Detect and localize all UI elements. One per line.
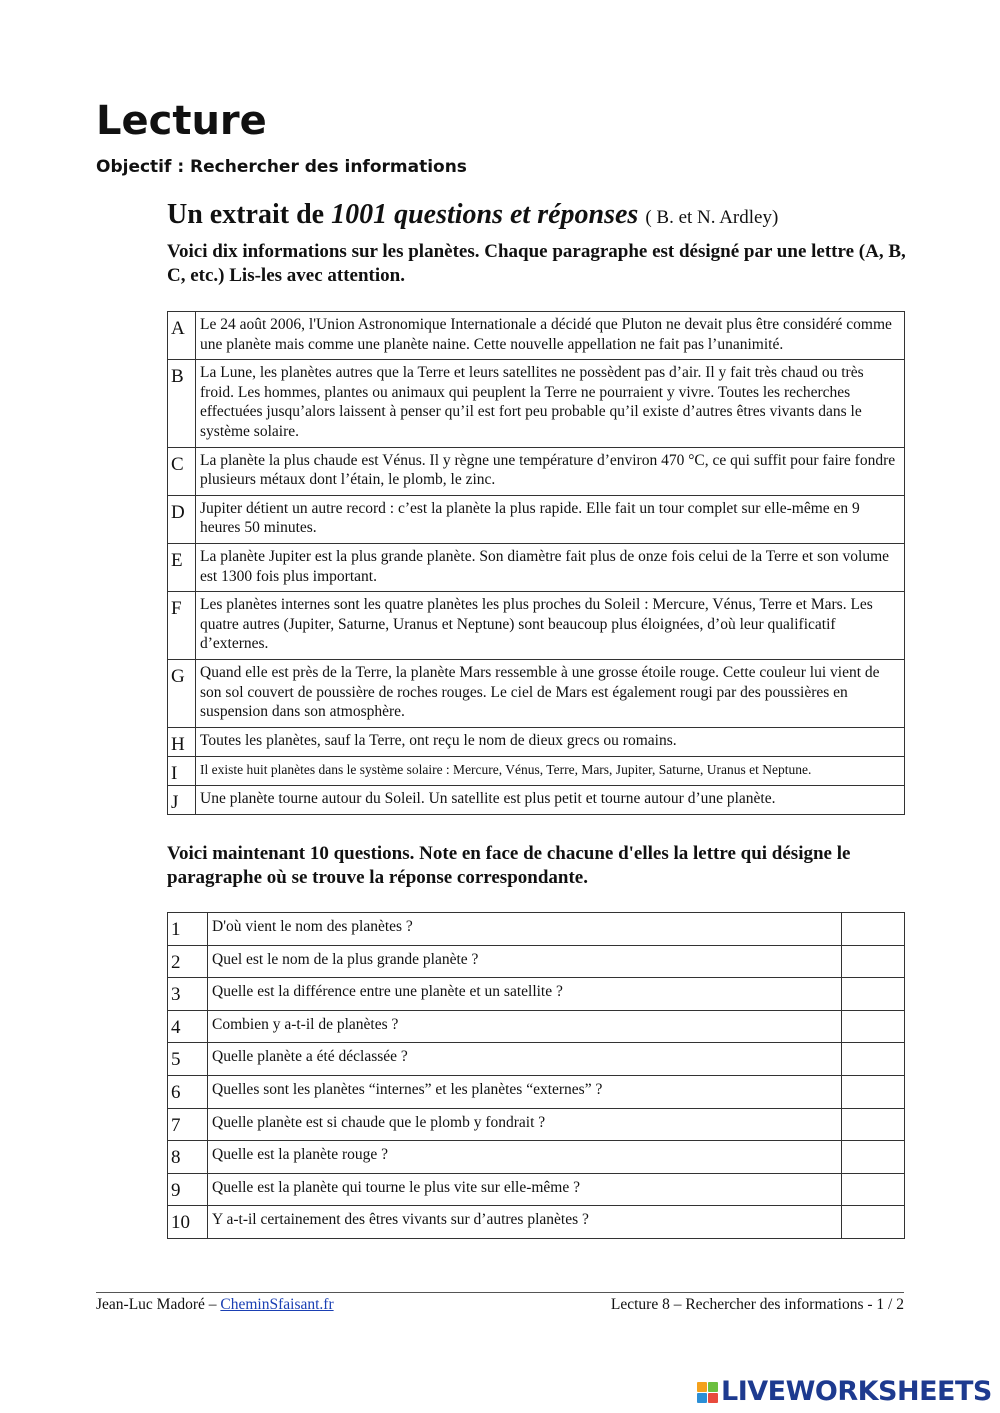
question-text: D'où vient le nom des planètes ? [208,913,842,946]
source-authors: ( B. et N. Ardley) [645,207,779,228]
answer-cell[interactable] [842,1075,905,1108]
question-number: 2 [168,945,208,978]
answer-cell[interactable] [842,1108,905,1141]
footer-author [96,1295,334,1315]
question-row [168,1108,905,1141]
paragraph-row [168,592,905,660]
paragraphs-table [167,311,905,815]
footer-divider [96,1292,904,1293]
question-row [168,1010,905,1043]
paragraph-letter: D [168,495,196,543]
paragraph-text: La planète Jupiter est la plus grande planète. Son diamètre fait plus de onze fois celui de la Terre et son volume est 1300 fois plus important. [196,543,905,591]
paragraph-text: Jupiter détient un autre record : c’est la planète la plus rapide. Elle fait un tour complet sur elle-même en 9 heures 50 minutes. [196,495,905,543]
question-text: Y a-t-il certainement des êtres vivants sur d’autres planètes ? [208,1206,842,1239]
answer-cell[interactable] [842,913,905,946]
paragraph-text: Les planètes internes sont les quatre planètes les plus proches du Soleil : Mercure, Vénus, Terre et Mars. Les quatre autres (Jupiter, Saturne, Uranus et Neptune) sont beaucoup plus éloignées, d’où leur qualificatif d’externes. [196,592,905,660]
paragraph-row [168,495,905,543]
question-number: 10 [168,1206,208,1239]
question-row [168,1075,905,1108]
answer-cell[interactable] [842,1173,905,1206]
question-row [168,1206,905,1239]
watermark-text: LIVEWORKSHEETS [721,1376,992,1407]
paragraph-row [168,659,905,727]
paragraph-text: Toutes les planètes, sauf la Terre, ont reçu le nom de dieux grecs ou romains. [196,727,905,756]
paragraph-text: Le 24 août 2006, l'Union Astronomique Internationale a décidé que Pluton ne devait plus être considéré comme une planète mais comme une planète naine. Cette nouvelle appellation ne fait pas l’unanimité. [196,312,905,360]
footer-author-name: Jean-Luc Madoré – [96,1296,221,1313]
question-text: Quelle est la planète rouge ? [208,1141,842,1174]
paragraph-text: La Lune, les planètes autres que la Terre et leurs satellites ne possèdent pas d’air. Il y fait très chaud ou très froid. Les hommes, plantes ou animaux qui peuplent la Terre ne pourraient y vivre. Toutes les recherches effectuées jusqu’alors laissent à penser qu’il est fort peu probable qu’il existe d’autres êtres vivants dans le système solaire. [196,360,905,447]
source-prefix: Un extrait de [167,199,332,230]
question-number: 9 [168,1173,208,1206]
paragraph-row [168,447,905,495]
question-row [168,1043,905,1076]
paragraph-row [168,785,905,814]
liveworksheets-logo-icon [697,1382,718,1403]
instructions-questions: Voici maintenant 10 questions. Note en face de chacune d'elles la lettre qui désigne le paragraphe où se trouve la réponse correspondante. [167,843,851,888]
paragraph-letter: I [168,756,196,785]
answer-cell[interactable] [842,1141,905,1174]
question-number: 1 [168,913,208,946]
paragraph-row [168,360,905,447]
question-number: 3 [168,978,208,1011]
paragraph-letter: G [168,659,196,727]
page-title: Lecture [96,98,267,144]
paragraph-letter: F [168,592,196,660]
answer-cell[interactable] [842,978,905,1011]
source-book-title: 1001 questions et réponses [331,199,639,230]
question-row [168,913,905,946]
paragraph-text: Quand elle est près de la Terre, la planète Mars ressemble à une grosse étoile rouge. Cette couleur lui vient de son sol couvert de poussière de roches rouges. Le ciel de Mars est également rougi par des poussières en suspension dans son atmosphère. [196,659,905,727]
paragraph-text: Une planète tourne autour du Soleil. Un satellite est plus petit et tourne autour d’une planète. [196,785,905,814]
question-text: Quelle est la planète qui tourne le plus vite sur elle-même ? [208,1173,842,1206]
question-row [168,945,905,978]
answer-cell[interactable] [842,1043,905,1076]
answer-cell[interactable] [842,1206,905,1239]
liveworksheets-watermark [697,1376,992,1408]
paragraph-letter: B [168,360,196,447]
paragraph-row [168,543,905,591]
question-text: Quel est le nom de la plus grande planète ? [208,945,842,978]
objective: Objectif : Rechercher des informations [96,157,467,177]
question-row [168,978,905,1011]
question-row [168,1173,905,1206]
source-heading [167,196,778,237]
question-text: Quelle planète est si chaude que le plomb y fondrait ? [208,1108,842,1141]
paragraph-letter: A [168,312,196,360]
question-text: Quelle planète a été déclassée ? [208,1043,842,1076]
footer-site-link[interactable]: CheminSfaisant.fr [220,1296,334,1313]
question-text: Combien y a-t-il de planètes ? [208,1010,842,1043]
paragraph-letter: E [168,543,196,591]
paragraph-row [168,312,905,360]
paragraph-row [168,756,905,785]
questions-table [167,912,905,1239]
instructions-paragraphs: Voici dix informations sur les planètes. Chaque paragraphe est désigné par une lettre (A, B, C, etc.) Lis-les avec attention. [167,241,906,286]
footer-page-info: Lecture 8 – Rechercher des informations - 1 / 2 [610,1296,904,1313]
paragraph-letter: J [168,785,196,814]
answer-cell[interactable] [842,945,905,978]
paragraph-letter: H [168,727,196,756]
question-number: 8 [168,1141,208,1174]
question-number: 7 [168,1108,208,1141]
question-text: Quelles sont les planètes “internes” et les planètes “externes” ? [208,1075,842,1108]
question-number: 6 [168,1075,208,1108]
question-row [168,1141,905,1174]
question-number: 5 [168,1043,208,1076]
question-text: Quelle est la différence entre une planète et un satellite ? [208,978,842,1011]
question-number: 4 [168,1010,208,1043]
paragraph-letter: C [168,447,196,495]
answer-cell[interactable] [842,1010,905,1043]
paragraph-text: Il existe huit planètes dans le système solaire : Mercure, Vénus, Terre, Mars, Jupiter, Saturne, Uranus et Neptune. [196,756,905,785]
paragraph-text: La planète la plus chaude est Vénus. Il y règne une température d’environ 470 °C, ce qui suffit pour faire fondre plusieurs métaux dont l’étain, le plomb, le zinc. [196,447,905,495]
paragraph-row [168,727,905,756]
